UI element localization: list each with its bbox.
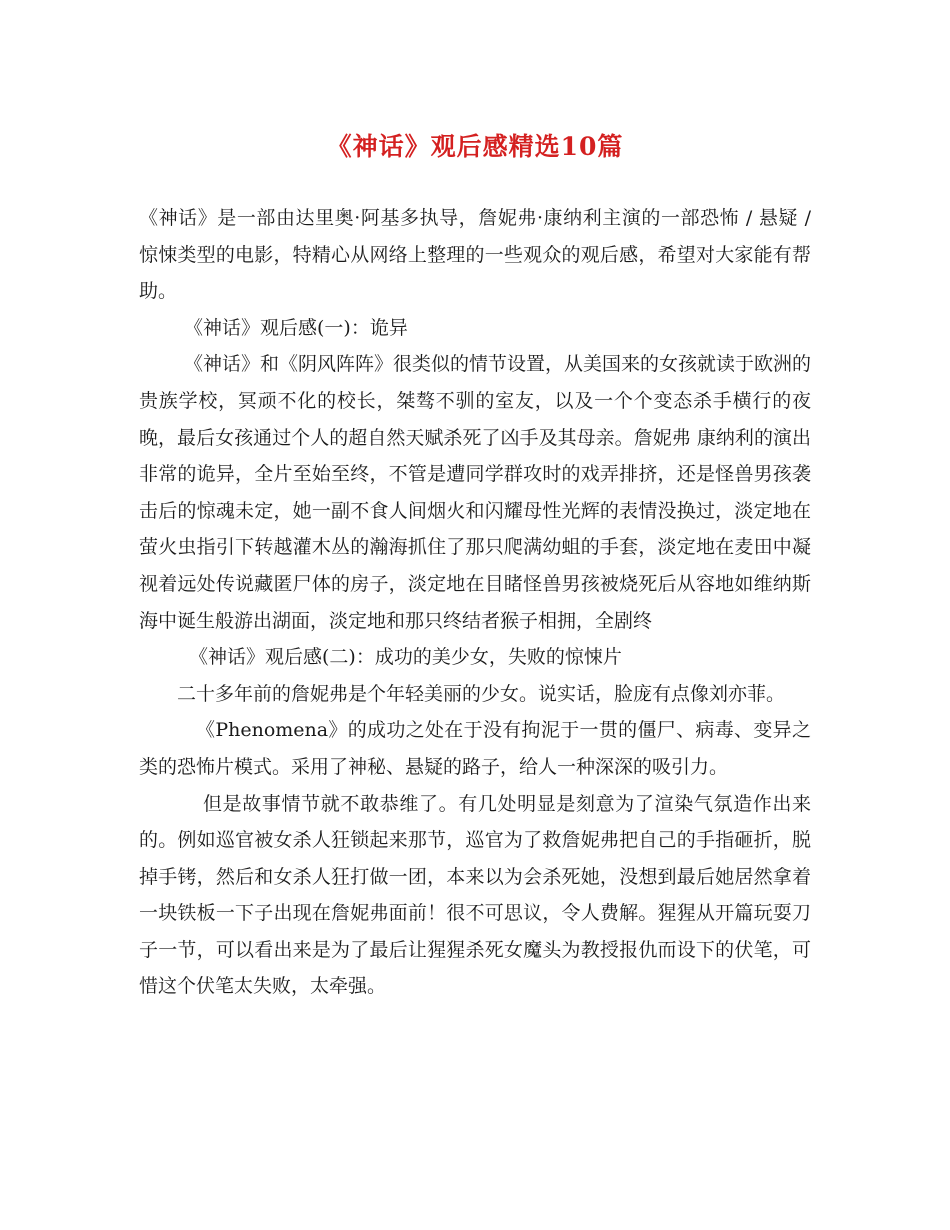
document-body	[139, 200, 811, 1005]
section-heading-1: 《神话》观后感(一)：诡异	[184, 316, 408, 339]
section-2-paragraph-1: 二十多年前的詹妮弗是个年轻美丽的少女。说实话，脸庞有点像刘亦菲。	[177, 682, 786, 705]
section-2-paragraph-2: 《Phenomena》的成功之处在于没有拘泥于一贯的僵尸、病毒、变异之类的恐怖片模式。采用了神秘、悬疑的路子，给人一种深深的吸引力。	[139, 719, 811, 778]
section-heading-2: 《神话》观后感(二)：成功的美少女，失败的惊悚片	[189, 646, 622, 669]
section-1-paragraph: 《神话》和《阴风阵阵》很类似的情节设置，从美国来的女孩就读于欧洲的贵族学校，冥顽不化的校长，桀骜不驯的室友，以及一个个变态杀手横行的夜晚，最后女孩通过个人的超自然天赋杀死了凶手及其母亲。詹妮弗 康纳利的演出非常的诡异，全片至始至终，不管是遭同学群攻时的戏弄排挤，还是怪兽男孩袭击后的惊魂未定，她一副不食人间烟火和闪耀母性光辉的表情没换过，淡定地在萤火虫指引下转越灌木丛的瀚海抓住了那只爬满幼蛆的手套，淡定地在麦田中凝视着远处传说藏匿尸体的房子，淡定地在目睹怪兽男孩被烧死后从容地如维纳斯海中诞生般游出湖面，淡定地和那只终结者猴子相拥，全剧终	[139, 353, 812, 632]
section-2-paragraph-3: 但是故事情节就不敢恭维了。有几处明显是刻意为了渲染气氛造作出来的。例如巡官被女杀人狂锁起来那节，巡官为了救詹妮弗把自己的手指砸折，脱掉手铐，然后和女杀人狂打做一团，本来以为会杀死她，没想到最后她居然拿着一块铁板一下子出现在詹妮弗面前！很不可思议，令人费解。猩猩从开篇玩耍刀子一节，可以看出来是为了最后让猩猩杀死女魔头为教授报仇而设下的伏笔，可惜这个伏笔太失败，太牵强。	[139, 792, 811, 998]
document-title: 《神话》观后感精选10篇	[326, 132, 624, 161]
intro-paragraph: 《神话》是一部由达里奥·阿基多执导，詹妮弗·康纳利主演的一部恐怖 / 悬疑 / 惊悚类型的电影，特精心从网络上整理的一些观众的观后感，希望对大家能有帮助。	[139, 207, 811, 303]
